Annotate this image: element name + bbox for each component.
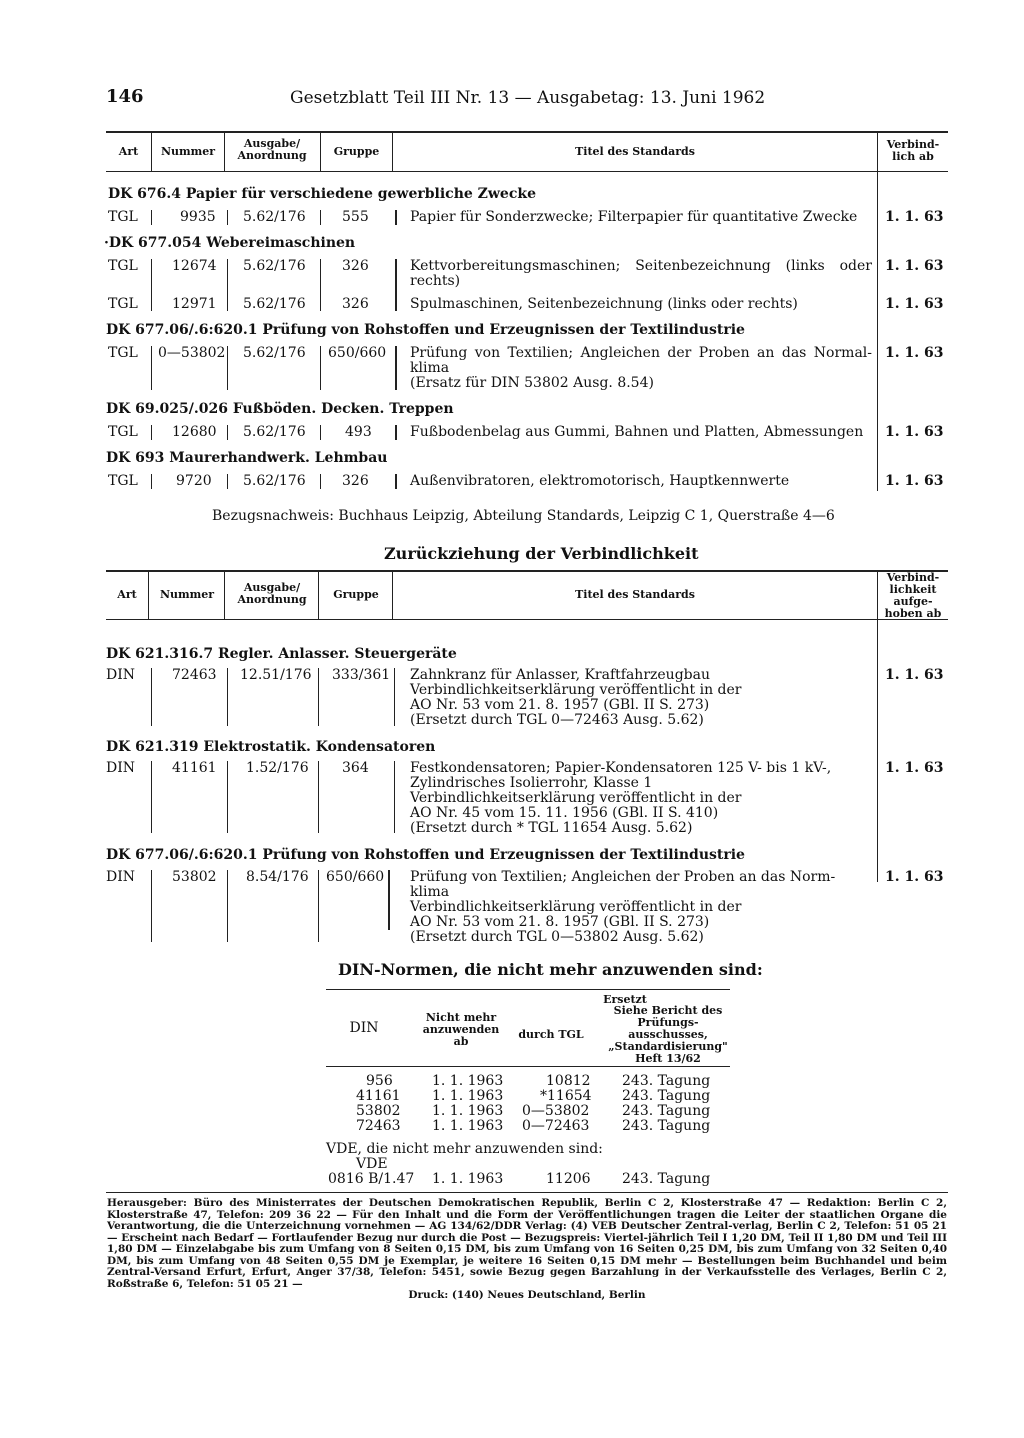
imprint: Herausgeber: Büro des Ministerrates der Deutschen Demokratischen Republik, Berlin C 2, Klosterstraße 47 — Redaktion: Berlin C 2, Klosterstraße 47, Telefon: 209 36 22 — Für den Inhalt und die Form der Veröffentlichungen tragen die Leiter der staatlichen Organe die Verantwortung, die die Unterzeichnung vornehmen — AG 134/62/DDR Verlag: (4) VEB Deutscher Zentral-verlag, Berlin C 2, Telefon: 51 05 21 — Erscheint nach Bedarf — Fortlaufender Bezug nur durch die Post — Bezugspreis: Viertel-jährlich Teil I 1,20 DM, Teil II 1,80 DM und Teil III 1,80 DM — Einzelabgabe bis zum Umfang von 8 Seiten 0,15 DM, bis zum Umfang von 16 Seiten 0,25 DM, bis zum Umfang von 32 Seiten 0,40 DM, bis zum Umfang von 48 Seiten 0,55 DM je Exemplar, je weitere 16 Seiten 0,15 DM mehr — Bestellungen beim Buchhandel und beim Zentral-Versand Erfurt, Erfurt, Anger 37/38, Telefon: 5451, sowie Bezug gegen Barzahlung in der Verkaufsstelle des Verlages, Berlin C 2, Roßstraße 6, Telefon: 51 05 21 — Druck: (140) Neues Deutschland, Berlin bbox=[107, 1197, 947, 1301]
running-title: Gesetzblatt Teil III Nr. 13 — Ausgabetag: 13. Juni 1962 bbox=[290, 88, 766, 108]
col-header-gruppe: Gruppe bbox=[333, 145, 380, 158]
table2-top-rule bbox=[106, 570, 948, 572]
table2-header-rule bbox=[106, 619, 948, 620]
din-section-title: DIN-Normen, die nicht mehr anzuwenden sind: bbox=[338, 960, 763, 979]
col-header-art: Art bbox=[117, 588, 137, 601]
table2-right-divider bbox=[877, 572, 878, 882]
table1-right-divider bbox=[877, 133, 878, 491]
section-heading: DK 693 Maurerhandwerk. Lehmbau bbox=[106, 450, 388, 466]
col-header-titel: Titel des Standards bbox=[575, 145, 695, 158]
section-heading: DK 69.025/.026 Fußböden. Decken. Treppen bbox=[106, 401, 454, 417]
col-header-nummer: Nummer bbox=[159, 588, 215, 601]
col-header-ausgabe: Ausgabe/ Anordnung bbox=[237, 137, 307, 162]
document-page: 146 Gesetzblatt Teil III Nr. 13 — Ausgabetag: 13. Juni 1962 Art Nummer Ausgabe/ Anordnung Gruppe Titel des Standards Verbind- lich ab DK 676.4 Papier für verschiedene gewerbliche Zwecke TGL 9935 5.62/176 555 Papier für Sonderzwecke; Filterpapier für quantitative Zwecke 1. 1. 63 ·DK 677.054 Webereimaschinen TGL 12674 5.62/176 326 Kettvorbereitungsmaschinen; Seitenbezeichnung (links oder rechts) 1. 1. 63 TGL 12971 5.62/176 326 Spulmaschinen, Seitenbezeichnung (links oder rechts) 1. 1. 63 DK 677.06/.6:620.1 Prüfung von Rohstoffen und Erzeugnissen der Textilindustrie TGL 0—53802 5.62/176 650/660 Prüfung von Textilien; Angleichen der Proben an das Normal-klima (Ersatz für DIN 53802 Ausg. 8.54) 1. 1. 63 DK 69.025/.026 Fußböden. Decken. Treppen TGL 12680 5.62/176 493 Fußbodenbelag aus Gummi, Bahnen und Platten, Abmessungen 1. 1. 63 DK 693 Maurerhandwerk. Lehmbau TGL 9720 5.62/176 326 Außenvibratoren, elektromotorisch, Hauptkennwerte 1. 1. 63 Bezugsnachweis: Buchhaus Leipzig, Abteilung Standards, Leipzig C 1, Querstraße 4—6 Zurückziehung der Verbindlichkeit Art Nummer Ausgabe/ Anordnung Gruppe Titel des Standards Verbind- lichkeit aufge- hoben ab DK 621.316.7 Regler. Anlasser. Steuergeräte DIN 72463 12.51/176 333/361 Zahnkranz für Anlasser, Kraftfahrzeugbau Verbindlichkeitserklärung veröffentlicht in der AO Nr. 53 vom 21. 8. 1957 (GBl. II S. 273) (Ersetzt durch TGL 0—72463 Ausg. 5.62) 1. 1. 63 DK 621.319 Elektrostatik. Kondensatoren DIN 41161 1.52/176 364 Festkondensatoren; Papier-Kondensatoren 125 V- bis 1 kV-, Zylindrisches Isolierrohr, Klasse 1 Verbindlichkeitserklärung veröffentlicht in der AO Nr. 45 vom 15. 11. 1956 (GBl. II S. 410) (Ersetzt durch * TGL 11654 Ausg. 5.62) 1. 1. 63 DK 677.06/.6:620.1 Prüfung von Rohstoffen und Erzeugnissen der Textilindustrie DIN 53802 8.54/176 650/660 Prüfung von Textilien; Angleichen der Proben an das Norm- klima Verbindlichkeitserklärung veröffentlicht in der AO Nr. 53 vom 21. 8. 1957 (GBl. II S. 273) (Ersetzt durch TGL 0—53802 Ausg. 5.62) 1. 1. 63 DIN-Normen, die nicht mehr anzuwenden sind: Ersetzt DIN Nicht mehr anzuwenden ab durch TGL Siehe Bericht des Prüfungs- ausschusses, „Standardisierung" Heft 13/62 956 1. 1. 1963 10812 243. Tagung 41161 1. 1. 1963 *11654 243. Tagung 53802 1. 1. 1963 0—53802 243. Tagung 72463 1. 1. 1963 0—72463 243. Tagung VDE, die nicht mehr anzuwenden sind: VDE 0816 B/1.47 1. 1. 1963 11206 243. Tagung Herausgeber: Büro des Ministerrates der Deutschen Demokratischen Republik, Berlin C 2, Klosterstraße 47 — Redaktion: Berlin C 2, Klosterstraße 47, Telefon: 209 36 22 — Für den Inhalt und die Form der Veröffentlichungen tragen die Leiter der staatlichen Organe die Verantwortung, die die Unterzeichnung vornehmen — AG 134/62/DDR Verlag: (4) VEB Deutscher Zentral-verlag, Berlin C 2, Telefon: 51 05 21 — Erscheint nach Bedarf — Fortlaufender Bezug nur durch die Post — Bezugspreis: Viertel-jährlich Teil I 1,20 DM, Teil II 1,80 DM und Teil III 1,80 DM — Einzelabgabe bis zum Umfang von 8 Seiten 0,15 DM, bis zum Umfang von 16 Seiten 0,25 DM, bis zum Umfang von 32 Seiten 0,40 DM, bis zum Umfang von 48 Seiten 0,55 DM je Exemplar, je weitere 16 Seiten 0,15 DM mehr — Bestellungen beim Buchhandel und beim Zentral-Versand Erfurt, Erfurt, Anger 37/38, Telefon: 5451, sowie Bezug gegen Barzahlung in der Verkaufsstelle des Verlages, Berlin C 2, Roßstraße 6, Telefon: 51 05 21 — Druck: (140) Neues Deutschland, Berlin bbox=[104, 86, 947, 1301]
bezugsnachweis: Bezugsnachweis: Buchhaus Leipzig, Abteilung Standards, Leipzig C 1, Querstraße 4—6 bbox=[212, 508, 835, 524]
section-heading: DK 621.316.7 Regler. Anlasser. Steuergeräte bbox=[106, 646, 457, 662]
col-header-titel: Titel des Standards bbox=[575, 588, 695, 601]
section-title: Zurückziehung der Verbindlichkeit bbox=[384, 544, 699, 563]
din-hdr-nicht-mehr: Nicht mehr anzuwenden ab bbox=[422, 1011, 500, 1048]
section-heading: ·DK 677.054 Webereimaschinen bbox=[104, 235, 356, 251]
section-heading: DK 621.319 Elektrostatik. Kondensatoren bbox=[106, 739, 436, 755]
col-header-gruppe: Gruppe bbox=[333, 588, 379, 601]
vde-hdr: VDE bbox=[356, 1156, 388, 1172]
table1-top-rule bbox=[106, 131, 948, 133]
col-header-nummer: Nummer bbox=[160, 145, 216, 158]
section-heading: DK 677.06/.6:620.1 Prüfung von Rohstoffen und Erzeugnissen der Textilindustrie bbox=[106, 322, 745, 338]
col-header-verbindlich: Verbind- lich ab bbox=[886, 138, 940, 163]
din-hdr-ersetzt: Ersetzt bbox=[603, 993, 647, 1006]
din-hdr-din: DIN bbox=[349, 1020, 379, 1036]
col-header-ausgabe: Ausgabe/ Anordnung bbox=[237, 581, 307, 606]
col-header-verbindlich-aufgehoben: Verbind- lichkeit aufge- hoben ab bbox=[884, 571, 942, 620]
imprint-rule bbox=[106, 1192, 948, 1193]
din-hdr-bericht: Siehe Bericht des Prüfungs- ausschusses, „Standardisierung" Heft 13/62 bbox=[608, 1004, 728, 1065]
table1-header-rule bbox=[106, 171, 948, 172]
section-heading: DK 676.4 Papier für verschiedene gewerbliche Zwecke bbox=[108, 186, 536, 202]
page-number: 146 bbox=[106, 86, 144, 107]
section-heading: DK 677.06/.6:620.1 Prüfung von Rohstoffen und Erzeugnissen der Textilindustrie bbox=[106, 847, 745, 863]
vde-title: VDE, die nicht mehr anzuwenden sind: bbox=[326, 1141, 603, 1157]
col-header-art: Art bbox=[118, 145, 139, 158]
din-hdr-durch-tgl: durch TGL bbox=[518, 1028, 584, 1041]
